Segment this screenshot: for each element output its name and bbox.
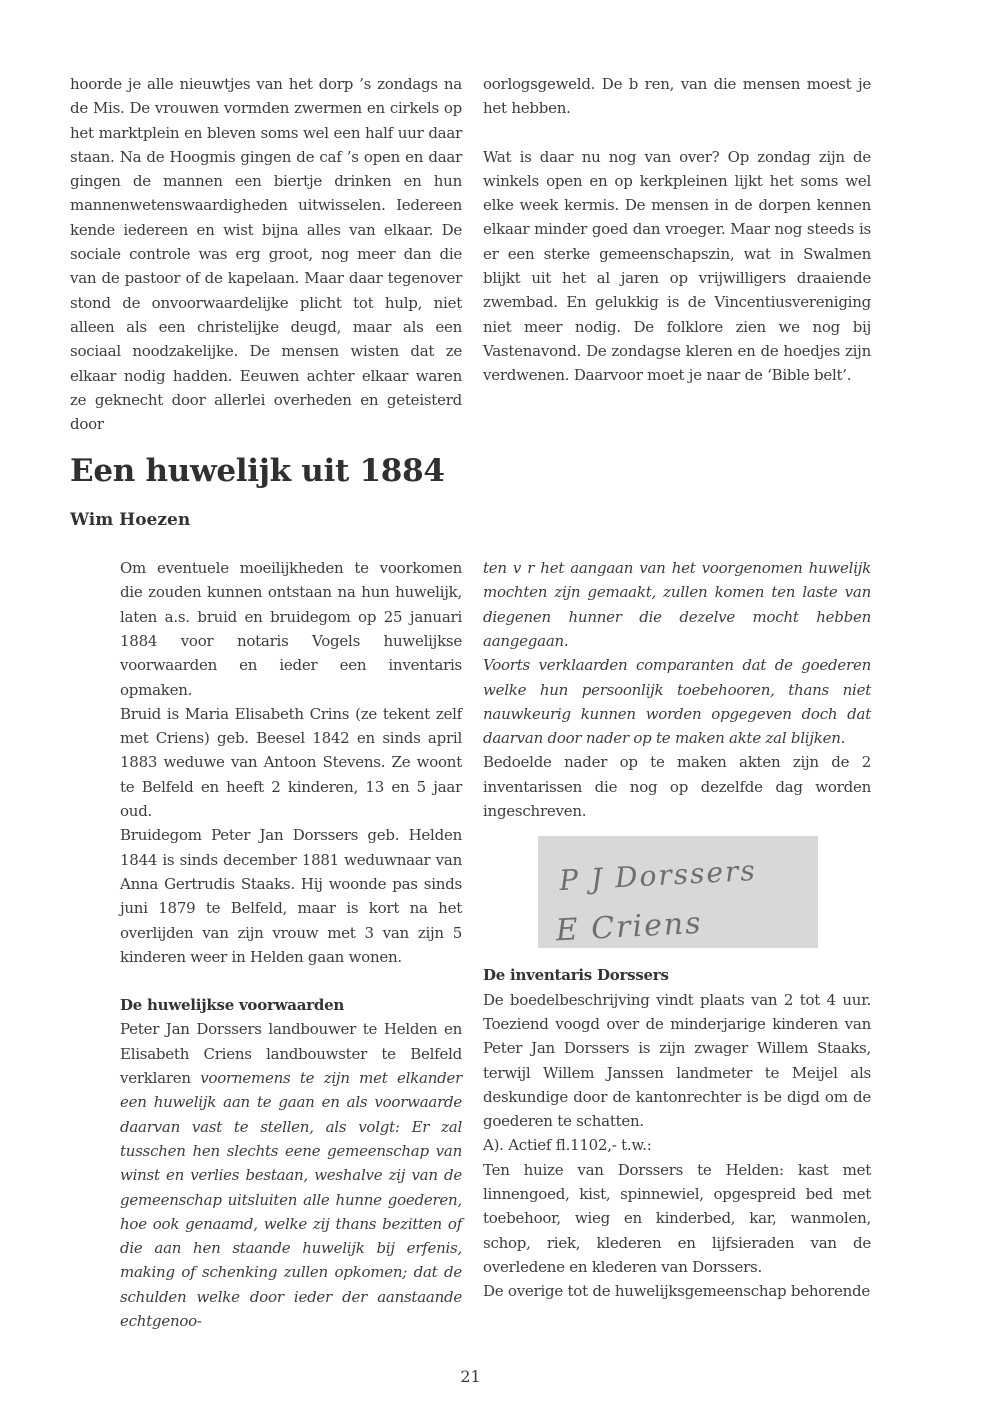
paragraph: oorlogsgeweld. De b ren, van die mensen moest je het hebben. [483,75,871,118]
subheading-inventaris-dorssers: De inventaris Dorssers [483,966,669,985]
paragraph-mixed [120,1017,462,1333]
paragraph: De overige tot de huwelijksgemeenschap behorende [483,1282,870,1301]
paragraph: Bedoelde nader op te maken akten zijn de 2 inventarissen die nog op dezelfde dag worden ingeschreven. [483,753,871,821]
article-title: Een huwelijk uit 1884 [70,453,445,490]
signature-line2-text: E Criens [554,906,704,949]
paragraph: Bruidegom Peter Jan Dorssers geb. Helden 1844 is sinds december 1881 weduwnaar van Anna Gertrudis Staaks. Hij woonde pas sinds juni 1879 te Belfeld, maar is kort na het overlijden van zijn vrouw met 3 van zijn 5 kinderen weer in Helden gaan wonen. [120,826,462,966]
paragraph: De boedelbeschrijving vindt plaats van 2 tot 4 uur. Toeziend voogd over de minderjarige kinderen van Peter Jan Dorssers is zijn zwager Willem Staaks, terwijl Willem Janssen landmeter te Meijel als deskundige door de kantonrechter is be digd om de goederen te schatten. [483,990,871,1131]
paragraph-roman-part: Peter Jan Dorssers landbouwer te Helden en Elisabeth Criens landbouwster te Belfeld verklaren [120,1020,462,1088]
article-left-column [70,556,462,1333]
paragraph: ten v r het aangaan van het voorgenomen huwelijk mochten zijn gemaakt, zullen komen ten laste van diegenen hunner die dezelve mocht hebben aangegaan. [483,559,871,650]
signature-line1-text: P J Dorssers [558,854,758,898]
top-left-column [70,72,462,436]
paragraph: Wat is daar nu nog van over? Op zondag zijn de winkels open en op kerkpleinen lijkt het soms wel elke week kermis. De mensen in de dorpen kennen elkaar minder goed dan vroeger. Maar nog steeds is er een sterke gemeenschapszin, wat in Swalmen blijkt uit het al jaren op vrijwilligers draaiende zwembad. En gelukkig is de Vincentiusvereniging niet meer nodig. De folklore zien we nog bij Vastenavond. De zondagse kleren en de hoedjes zijn verdwenen. Daarvoor moet je naar de ‘Bible belt’. [483,147,871,385]
paragraph: Voorts verklaarden comparanten dat de goederen welke hun persoonlijk toebehooren, thans niet nauwkeurig kunnen worden opgegeven doch dat daarvan door nader op te maken akte zal blijken. [483,656,871,748]
article-right-column [483,556,871,1333]
article-body [70,556,1000,1333]
article-author: Wim Hoezen [70,510,191,531]
signature-svg [538,836,818,948]
paragraph: A). Actief fl.1102,- t.w.: [483,1136,652,1155]
page-number: 21 [460,1367,481,1387]
top-right-column [483,72,871,436]
paragraph: hoorde je alle nieuwtjes van het dorp ’s zondags na de Mis. De vrouwen vormden zwermen en cirkels op het marktplein en bleven soms wel een half uur daar staan. Na de Hoogmis gingen de caf ’s open en daar gingen de mannen een biertje drinken en hun mannenwetenswaardigheden uitwisselen. Iedereen kende iedereen en wist bijna alles van elkaar. De sociale controle was erg groot, nog meer dan die van de pastoor of de kapelaan. Maar daar tegenover stond de onvoorwaardelijke plicht tot hulp, niet alleen als een christelijke deugd, maar als een sociaal noodzakelijke. De mensen wisten dat ze elkaar nodig hadden. Eeuwen achter elkaar waren ze geknecht door allerlei overheden en geteisterd door [70,75,462,434]
paragraph: Ten huize van Dorssers te Helden: kast met linnengoed, kist, spinnewiel, opgespreid bed met toebehoor, wieg en kinderbed, kar, wanmolen, schop, riek, klederen en lijfsieraden van de overledene en klederen van Dorssers. [483,1160,871,1276]
signature-image [538,836,818,948]
subheading-huwelijkse-voorwaarden: De huwelijkse voorwaarden [120,996,345,1015]
paragraph-italic-part: voornemens te zijn met elkander een huwelijk aan te gaan en als voorwaarde daarvan vast te stellen, als volgt: Er zal tusschen hen slechts eene gemeenschap van winst en verlies bestaan, weshalve zij van de gemeenschap uitsluiten alle hunne goederen, hoe ook genaamd, welke zij thans bezitten of die aan hen staande huwelijk bij erfenis, making of schenking zullen opkomen; dat de schulden welke door ieder der aanstaande echtgenoo- [120,1069,462,1330]
paragraph: Bruid is Maria Elisabeth Crins (ze tekent zelf met Criens) geb. Beesel 1842 en sinds april 1883 weduwe van Antoon Stevens. Ze woont te Belfeld en heeft 2 kinderen, 13 en 5 jaar oud. [120,704,462,821]
intro-section [70,72,1000,436]
paragraph: Om eventuele moeilijkheden te voorkomen die zouden kunnen ontstaan na hun huwelijk, laten a.s. bruid en bruidegom op 25 januari 1884 voor notaris Vogels huwelijkse voorwaarden en ieder een inventaris opmaken. [120,559,462,699]
